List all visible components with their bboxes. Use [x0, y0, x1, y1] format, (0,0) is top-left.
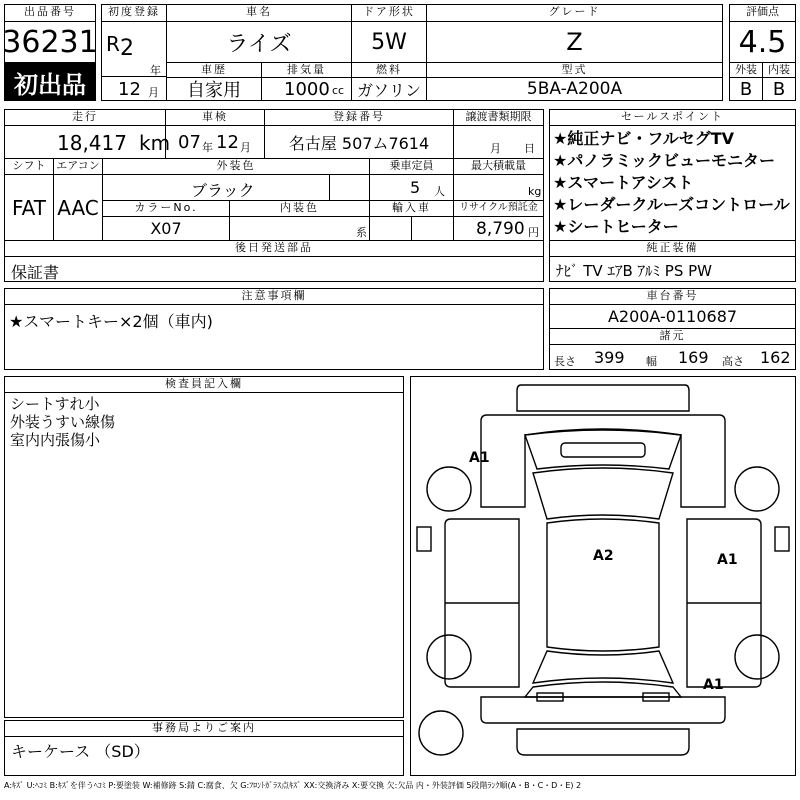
sales-point: ★パノラミックビューモニター: [553, 151, 776, 170]
exterior-color-value: ブラック: [191, 181, 255, 200]
windshield: [533, 468, 673, 519]
inspection-month: 12: [216, 132, 239, 153]
interior-score-label: 内装: [762, 62, 796, 78]
interior-score: B: [772, 78, 786, 100]
mark-front-left: A1: [469, 450, 490, 466]
width-label: 幅: [646, 355, 657, 368]
caution-value: ★スマートキー×2個（車内): [9, 312, 213, 331]
height-label: 高さ: [722, 355, 744, 368]
chassis-cell: [549, 304, 796, 329]
mileage-value: 18,417: [57, 131, 127, 155]
fuel-label: 燃料: [351, 62, 427, 78]
transfer-day-unit: 日: [524, 142, 535, 155]
interior-color-unit: 系: [356, 226, 367, 239]
grade: Z: [566, 28, 583, 56]
recycle-label: リサイクル預託金: [453, 200, 544, 217]
car-name-cell: [166, 21, 352, 63]
caution-cell: [4, 304, 544, 370]
sales-point: ★レーダークルーズコントロール: [553, 195, 790, 214]
inspector-label: 検査員記入欄: [4, 376, 404, 393]
later-parts-label: 後日発送部品: [4, 240, 544, 257]
equipment-cell: [549, 256, 796, 282]
legend: A:ｷｽﾞ U:ﾍｺﾐ B:ｷｽﾞを伴うﾍｺﾐ P:要塗装 W:補修跡 S:錆 C:腐食、欠 G:ﾌﾛﾝﾄｶﾞﾗｽ点ｷｽﾞ XX:交換済み X:要交換 欠:欠品 内・外装評価 5段階ﾗﾝｸ順(A・B・C・D・E) 2: [4, 781, 582, 790]
exterior-color-label: 外装色: [102, 158, 370, 175]
mark-roof: A2: [593, 548, 614, 564]
office-label: 事務局よりご案内: [4, 720, 404, 737]
inspection-year-unit: 年: [202, 141, 213, 154]
interior-color-label: 内装色: [229, 200, 370, 217]
displacement-value: 1000: [284, 79, 330, 100]
inspector-note: シートすれ小: [10, 395, 100, 413]
first-registration-month-cell: [101, 76, 167, 101]
rear-glass: [533, 651, 673, 683]
import-label: 輸入車: [369, 200, 454, 217]
inspection-month-unit: 月: [240, 141, 251, 154]
interior-score-cell: [762, 77, 796, 101]
transfer-doc-label: 譲渡書類期限: [453, 109, 544, 126]
chassis-value: A200A-0110687: [607, 307, 738, 326]
fuel-value: ガソリン: [356, 80, 421, 100]
caution-label: 注意事項欄: [4, 288, 544, 305]
mirror-right: [775, 527, 789, 551]
year-unit: 年: [150, 64, 161, 77]
office-value: キーケース （SD）: [11, 742, 150, 761]
aircon-cell: [53, 174, 103, 241]
dims-cell: [549, 344, 796, 370]
wheel-rear-right: [735, 635, 779, 679]
capacity-unit: 人: [434, 185, 445, 198]
capacity-cell: [369, 174, 454, 201]
plate-label: 登録番号: [264, 109, 454, 126]
import-divider: [411, 216, 412, 241]
lot-number-label: 出品番号: [4, 4, 96, 22]
score-label: 評価点: [729, 4, 796, 22]
recycle-cell: [453, 216, 544, 241]
exterior-score-cell: [729, 77, 763, 101]
mileage-label: 走行: [4, 109, 166, 126]
sales-points-cell: [549, 125, 796, 241]
wheel-front-right: [735, 467, 779, 511]
capacity-label: 乗車定員: [369, 158, 454, 175]
wheel-rear-left: [427, 635, 471, 679]
rear-section: [481, 697, 725, 723]
inspection-label: 車検: [165, 109, 265, 126]
sales-point: ★スマートアシスト: [553, 173, 694, 192]
first-registration-label: 初度登録: [101, 4, 167, 22]
sales-point: ★純正ナビ・フルセグTV: [553, 129, 735, 148]
door-type: 5W: [371, 29, 407, 55]
aircon-value: AAC: [57, 195, 99, 220]
hood: [525, 429, 681, 469]
color-no-label: カラーNo.: [102, 200, 230, 217]
wheel-front-left: [427, 467, 471, 511]
lot-number-cell: [4, 21, 96, 63]
door-cell: [351, 21, 427, 63]
width-value: 169: [678, 348, 709, 367]
plate-cell: [264, 125, 454, 159]
recycle-unit: 円: [528, 226, 539, 239]
lot-number: 36231: [2, 24, 98, 60]
office-cell: [4, 736, 404, 776]
color-no-cell: [102, 216, 230, 241]
month-unit: 月: [148, 86, 159, 99]
front-bumper: [517, 385, 689, 411]
displacement-cell: [261, 77, 352, 101]
inspector-note: 室内内張傷小: [10, 431, 101, 449]
mirror-left: [417, 527, 431, 551]
sales-point: ★シートヒーター: [553, 217, 679, 236]
recycle-value: 8,790: [476, 219, 525, 239]
damage-diagram: [410, 376, 796, 776]
score-value: 4.5: [738, 24, 787, 60]
chassis-label: 車台番号: [549, 288, 796, 305]
grade-label: グレード: [426, 4, 723, 22]
model-label: 型式: [426, 62, 723, 78]
transfer-doc-cell: [453, 125, 544, 159]
history-label: 車歴: [166, 62, 262, 78]
max-load-label: 最大積載量: [453, 158, 544, 175]
max-load-unit: kg: [528, 185, 542, 198]
trunk: [525, 682, 681, 697]
inspector-cell: [4, 392, 404, 718]
car-name: ライズ: [226, 31, 292, 57]
car-name-label: 車名: [166, 4, 352, 22]
inspection-cell: [165, 125, 265, 159]
length-label: 長さ: [554, 355, 576, 368]
later-parts-value: 保証書: [11, 263, 60, 282]
transfer-month-unit: 月: [490, 142, 501, 155]
equipment-label: 純正装備: [549, 240, 796, 257]
first-reg-year: 2: [120, 36, 134, 61]
mark-right-side: A1: [717, 552, 738, 568]
equipment-value: ﾅﾋﾞ TV ｴｱB ｱﾙﾐ PS PW: [556, 262, 712, 280]
exterior-score: B: [739, 78, 753, 100]
model-cell: [426, 77, 723, 101]
capacity-value: 5: [410, 178, 421, 197]
roof: [547, 519, 659, 651]
max-load-cell: [453, 174, 544, 201]
door-label: ドア形状: [351, 4, 427, 22]
later-parts-cell: [4, 256, 544, 282]
length-value: 399: [594, 348, 625, 367]
model-value: 5BA-A200A: [526, 79, 623, 99]
color-no-value: X07: [150, 219, 182, 238]
spare-wheel: [419, 711, 463, 755]
inspector-note: 外装うすい線傷: [10, 413, 116, 431]
grade-cell: [426, 21, 723, 63]
era: R: [106, 32, 120, 56]
fuel-cell: [351, 77, 427, 101]
inspection-year: 07: [178, 132, 201, 153]
mark-rear-right: A1: [703, 677, 724, 693]
shift-label: シフト: [4, 158, 54, 175]
history-cell: [166, 77, 262, 101]
exterior-color-divider: [329, 174, 330, 201]
car-outline: [411, 377, 795, 775]
first-listing-badge: 初出品: [4, 63, 96, 101]
plate-value: 名古屋 507ム7614: [288, 133, 430, 153]
mileage-cell: [4, 125, 171, 159]
displacement-unit: cc: [332, 84, 345, 97]
shift-value: FAT: [11, 195, 46, 220]
mileage-unit: km: [139, 131, 171, 155]
aircon-label: エアコン: [53, 158, 103, 175]
first-reg-month: 12: [118, 79, 141, 100]
interior-color-cell: [229, 216, 370, 241]
exterior-score-label: 外装: [729, 62, 763, 78]
score-cell: [729, 21, 796, 63]
displacement-label: 排気量: [261, 62, 352, 78]
shift-cell: [4, 174, 54, 241]
dims-label: 諸元: [549, 328, 796, 345]
sales-points-label: セールスポイント: [549, 109, 796, 126]
grille: [561, 443, 645, 457]
rear-bumper: [517, 729, 689, 755]
height-value: 162: [760, 348, 791, 367]
history-value: 自家用: [187, 80, 241, 101]
first-registration-cell: [101, 21, 167, 77]
